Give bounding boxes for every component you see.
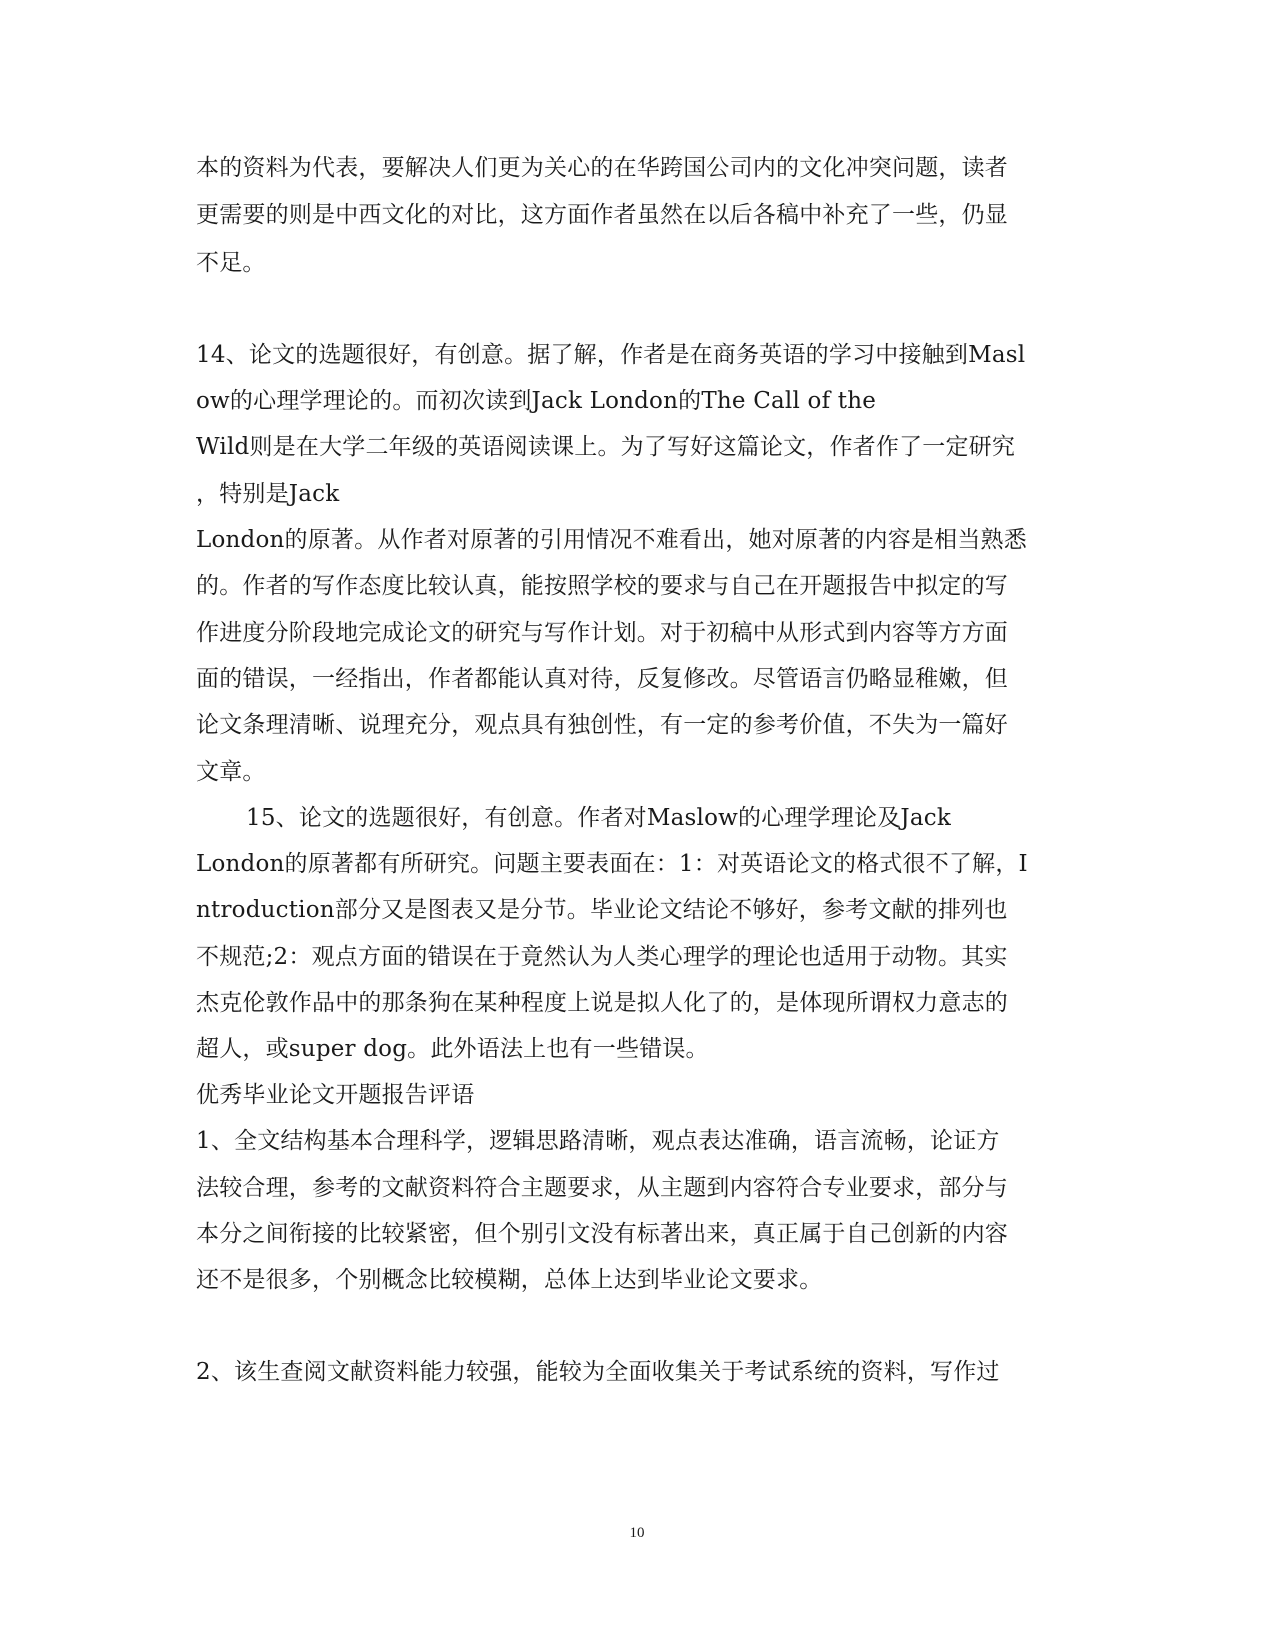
text-line: 2、该生查阅文献资料能力较强，能较为全面收集关于考试系统的资料，写作过 bbox=[196, 1359, 1000, 1385]
text-line: 论文条理清晰、说理充分，观点具有独创性，有一定的参考价值，不失为一篇好 bbox=[196, 712, 1008, 738]
text-line: ow的心理学理论的。而初次读到Jack London的The Call of the bbox=[196, 388, 877, 414]
text-line: 本的资料为代表，要解决人们更为关心的在华跨国公司内的文化冲突问题，读者 bbox=[196, 155, 1008, 181]
text-line: 文章。 bbox=[196, 759, 266, 785]
text-line: 的。作者的写作态度比较认真，能按照学校的要求与自己在开题报告中拟定的写 bbox=[196, 573, 1008, 599]
text-line: 杰克伦敦作品中的那条狗在某种程度上说是拟人化了的，是体现所谓权力意志的 bbox=[196, 990, 1008, 1016]
text-line: 作进度分阶段地完成论文的研究与写作计划。对于初稿中从形式到内容等方方面 bbox=[196, 620, 1008, 646]
text-line: 15、论文的选题很好，有创意。作者对Maslow的心理学理论及Jack bbox=[246, 805, 951, 831]
page-number: 10 bbox=[629, 1525, 645, 1541]
text-line: 不足。 bbox=[196, 250, 266, 276]
text-line: 面的错误，一经指出，作者都能认真对待，反复修改。尽管语言仍略显稚嫩，但 bbox=[196, 666, 1008, 692]
text-line: 法较合理，参考的文献资料符合主题要求，从主题到内容符合专业要求，部分与 bbox=[196, 1175, 1008, 1201]
text-line: Wild则是在大学二年级的英语阅读课上。为了写好这篇论文，作者作了一定研究 bbox=[196, 434, 1016, 460]
section-heading: 优秀毕业论文开题报告评语 bbox=[196, 1082, 475, 1108]
text-line: 1、全文结构基本合理科学，逻辑思路清晰，观点表达准确，语言流畅，论证方 bbox=[196, 1128, 1000, 1154]
text-line: London的原著都有所研究。问题主要表面在：1：对英语论文的格式很不了解，I bbox=[196, 851, 1028, 877]
text-line: ，特别是Jack bbox=[196, 481, 340, 507]
text-line: 不规范;2：观点方面的错误在于竟然认为人类心理学的理论也适用于动物。其实 bbox=[196, 944, 1008, 970]
text-line: 更需要的则是中西文化的对比，这方面作者虽然在以后各稿中补充了一些，仍显 bbox=[196, 202, 1008, 228]
text-line: 本分之间衔接的比较紧密，但个别引文没有标著出来，真正属于自己创新的内容 bbox=[196, 1221, 1008, 1247]
text-line: 超人，或super dog。此外语法上也有一些错误。 bbox=[196, 1036, 709, 1062]
text-line: ntroduction部分又是图表又是分节。毕业论文结论不够好，参考文献的排列也 bbox=[196, 897, 1008, 923]
text-line: 还不是很多，个别概念比较模糊，总体上达到毕业论文要求。 bbox=[196, 1267, 823, 1293]
text-line: 14、论文的选题很好，有创意。据了解，作者是在商务英语的学习中接触到Masl bbox=[196, 342, 1026, 368]
text-line: London的原著。从作者对原著的引用情况不难看出，她对原著的内容是相当熟悉 bbox=[196, 527, 1027, 553]
